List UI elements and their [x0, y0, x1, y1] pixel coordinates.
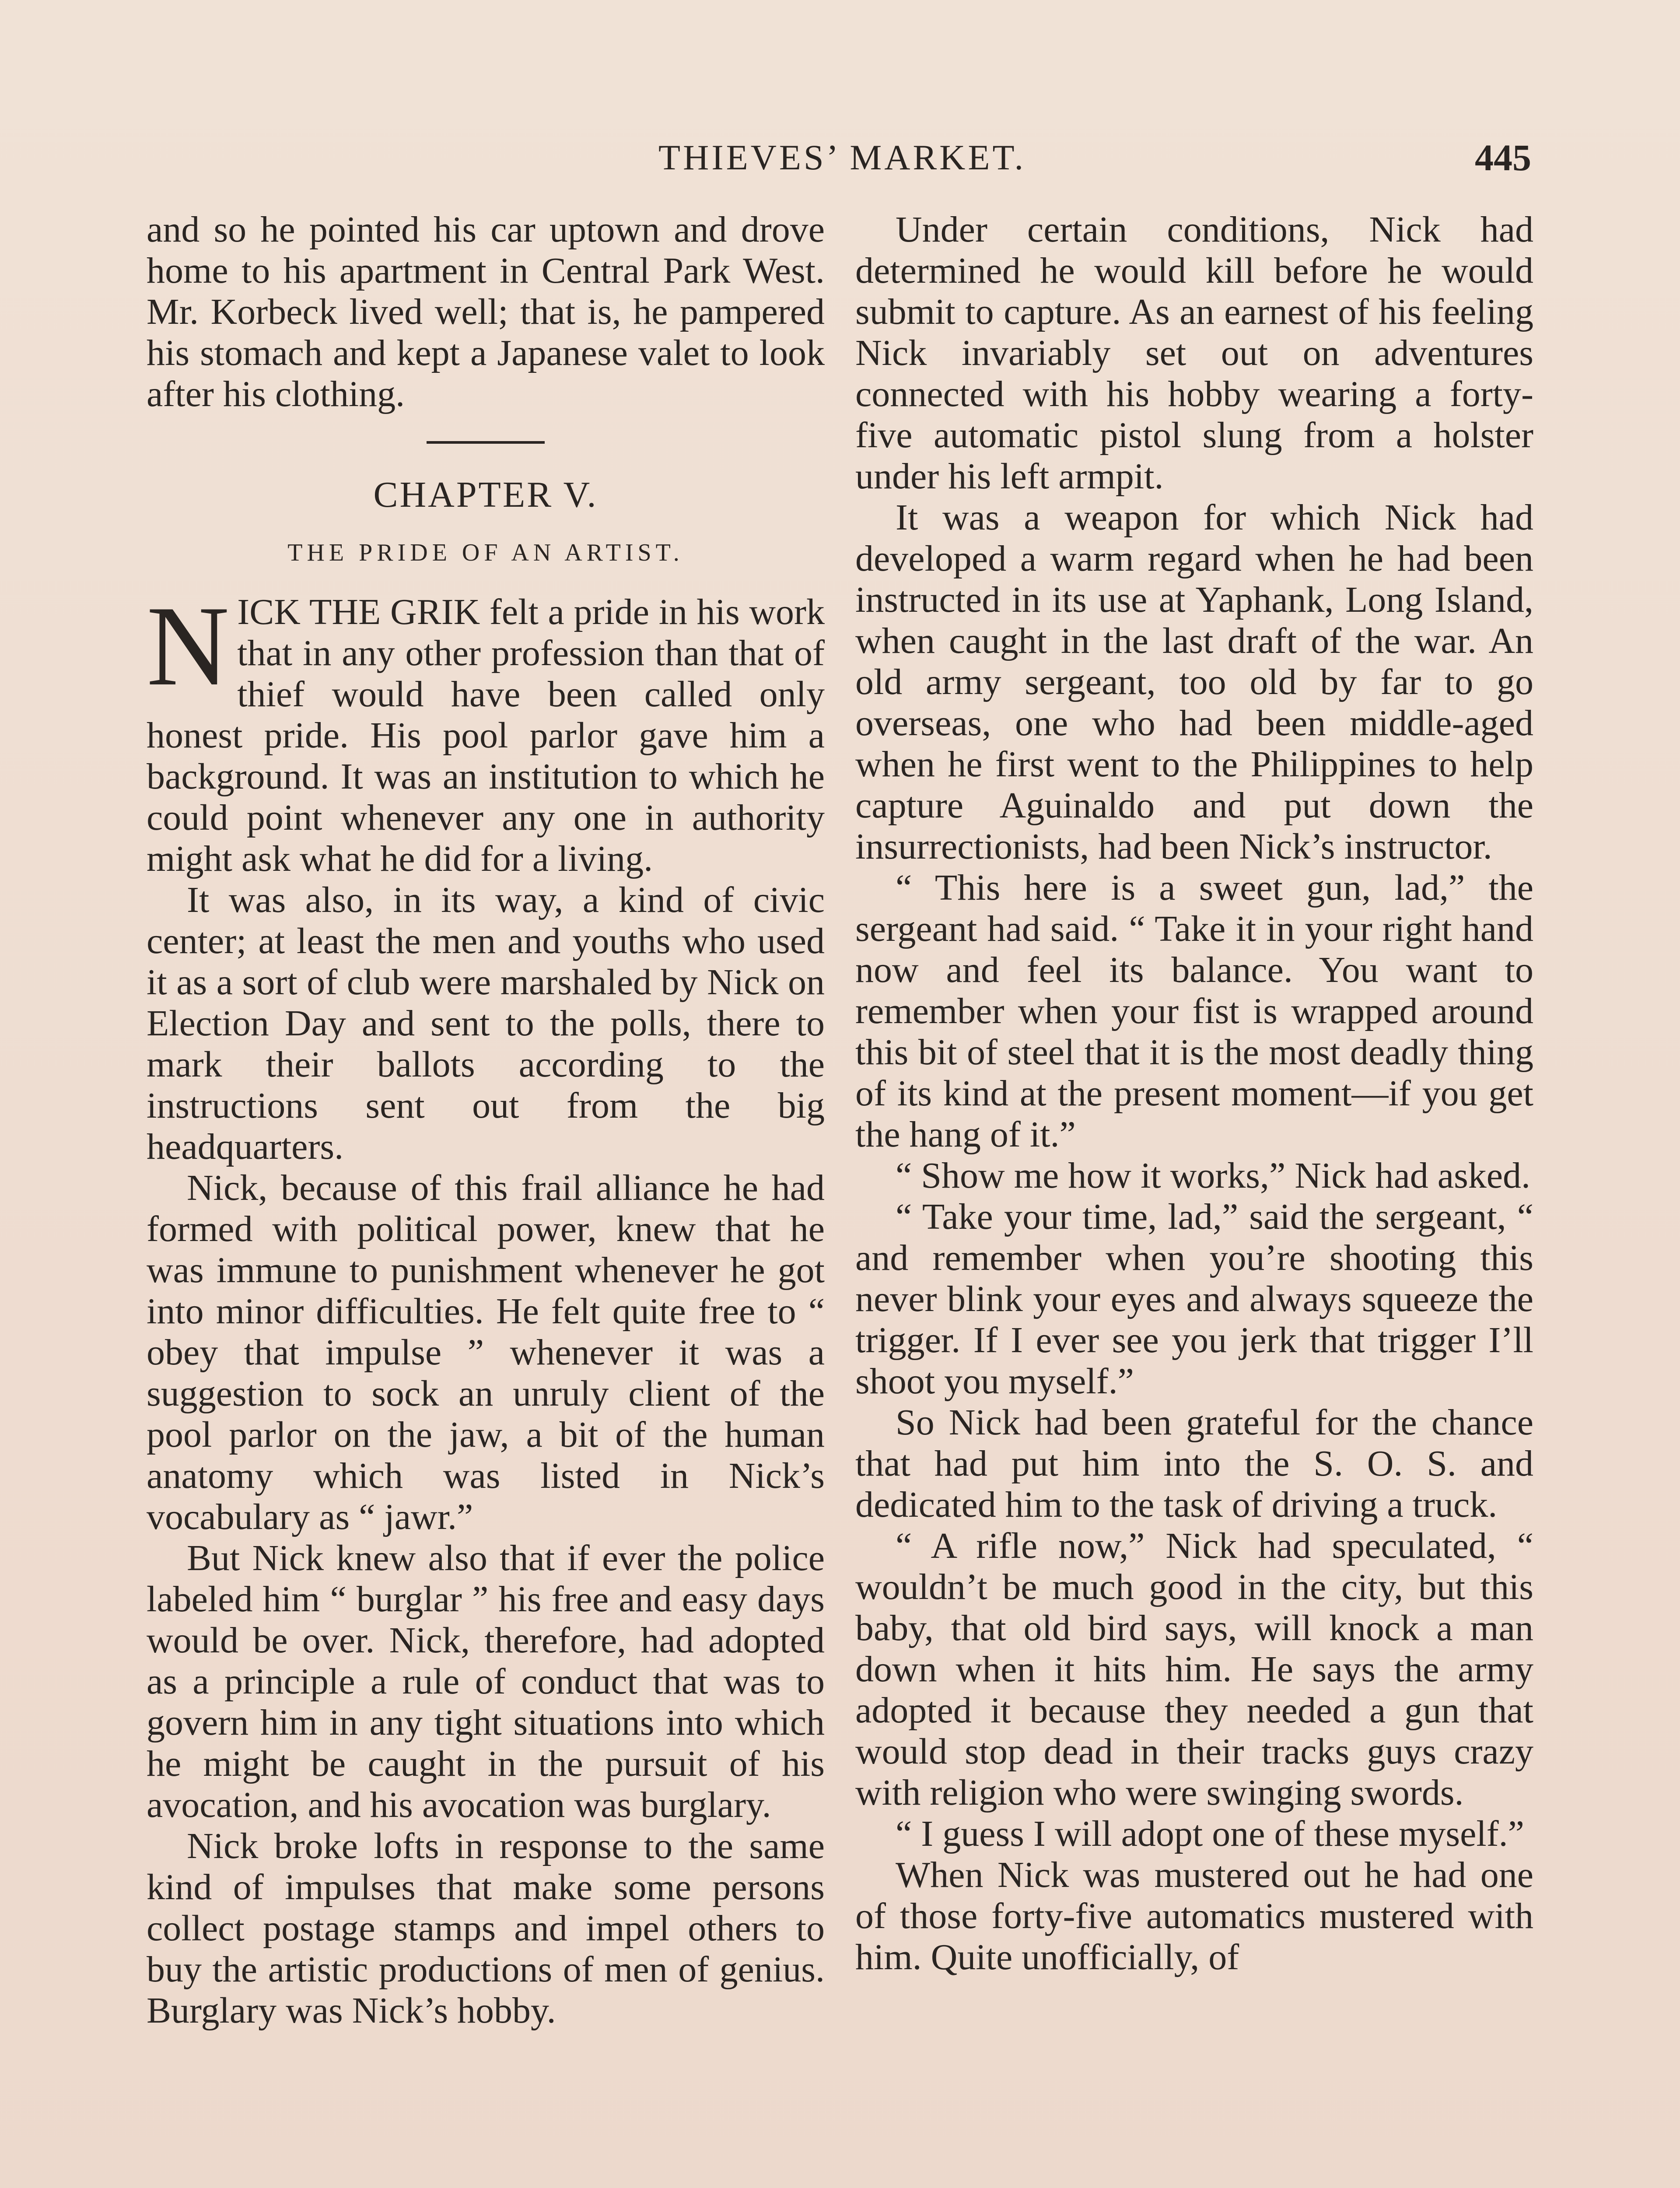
paragraph: It was a weapon for which Nick had developed a warm regard when he had been instructed in its use at Yaphank, Long Island, when caught in the last draft of the war. An old army sergeant, too old by far to go overseas, one who had been middle-aged when he first went to the Philippines to help capture Aguinaldo and put down the insurrectionists, had been Nick’s instructor. [855, 497, 1533, 867]
paragraph: Nick, because of this frail alliance he had formed with political power, knew that he was immune to punishment whenever he got into minor difficulties. He felt quite free to “ obey that impulse ” whenever it was a suggestion to sock an unruly client of the pool parlor on the jaw, a bit of the human anatomy which was listed in Nick’s vocabulary as “ jawr.” [147, 1168, 825, 1537]
paragraph: “ A rifle now,” Nick had speculated, “ wouldn’t be much good in the city, but this baby, that old bird says, will knock a man down when it hits him. He says the army adopted it because they needed a gun that would stop dead in their tracks guys crazy with religion who were swinging swords. [855, 1525, 1533, 1813]
paragraph: “ I guess I will adopt one of these myself.” [896, 1813, 1524, 1854]
paragraph: Nick broke lofts in response to the same kind of impulses that make some persons collect postage stamps and impel others to buy the artistic productions of men of genius. Burglary was Nick’s hobby. [147, 1826, 825, 2031]
chapter-heading: CHAPTER V. [373, 474, 598, 515]
right-column [855, 209, 1533, 1978]
paragraph: So Nick had been grateful for the chance that had put him into the S. O. S. and dedicated him to the task of driving a truck. [855, 1402, 1533, 1525]
page-number: 445 [1475, 137, 1531, 179]
section-divider [427, 441, 545, 444]
paragraph: When Nick was mustered out he had one of those forty-five automatics mustered with him. Quite unofficially, of [855, 1855, 1533, 1978]
paragraph: Under certain conditions, Nick had determined he would kill before he would submit to capture. As an earnest of his feeling Nick invariably set out on adventures connected with his hobby wearing a forty-five automatic pistol slung from a holster under his left armpit. [855, 209, 1533, 497]
running-title: THIEVES’ MARKET. [658, 137, 1026, 177]
opening-paragraph [147, 582, 825, 880]
paragraph: “ This here is a sweet gun, lad,” the sergeant had said. “ Take it in your right hand now and feel its balance. You want to remember when your fist is wrapped around this bit of steel that it is the most deadly thing of its kind at the present moment—if you get the hang of it.” [855, 867, 1533, 1155]
paragraph: “ Take your time, lad,” said the sergeant, “ and remember when you’re shooting this never blink your eyes and always squeeze the trigger. If I ever see you jerk that trigger I’ll shoot you myself.” [855, 1196, 1533, 1402]
drop-cap: N [147, 582, 230, 709]
paragraph: But Nick knew also that if ever the police labeled him “ burglar ” his free and easy days would be over. Nick, therefore, had adopted as a principle a rule of conduct that was to govern him in any tight situations into which he might be caught in the pursuit of his avocation, and his avocation was burglary. [147, 1538, 825, 1825]
left-column [147, 209, 825, 2031]
paragraph: and so he pointed his car uptown and drove home to his apartment in Central Park West. Mr. Korbeck lived well; that is, he pampered his stomach and kept a Japanese valet to look after his clothing. [147, 209, 825, 414]
chapter-subheading: THE PRIDE OF AN ARTIST. [287, 539, 684, 566]
paragraph: It was also, in its way, a kind of civic center; at least the men and youths who used it as a sort of club were marshaled by Nick on Election Day and sent to the polls, there to mark their ballots according to the instructions sent out from the big headquarters. [147, 880, 825, 1167]
paragraph: “ Show me how it works,” Nick had asked. [896, 1155, 1531, 1196]
running-header [144, 131, 1540, 184]
opening-paragraph-text: ICK THE GRIK felt a pride in his work that in any other profession than that of thief would have been called only honest pride. His pool parlor gave him a background. It was an institution to which he could point whenever any one in authority might ask what he did for a living. [147, 592, 825, 879]
